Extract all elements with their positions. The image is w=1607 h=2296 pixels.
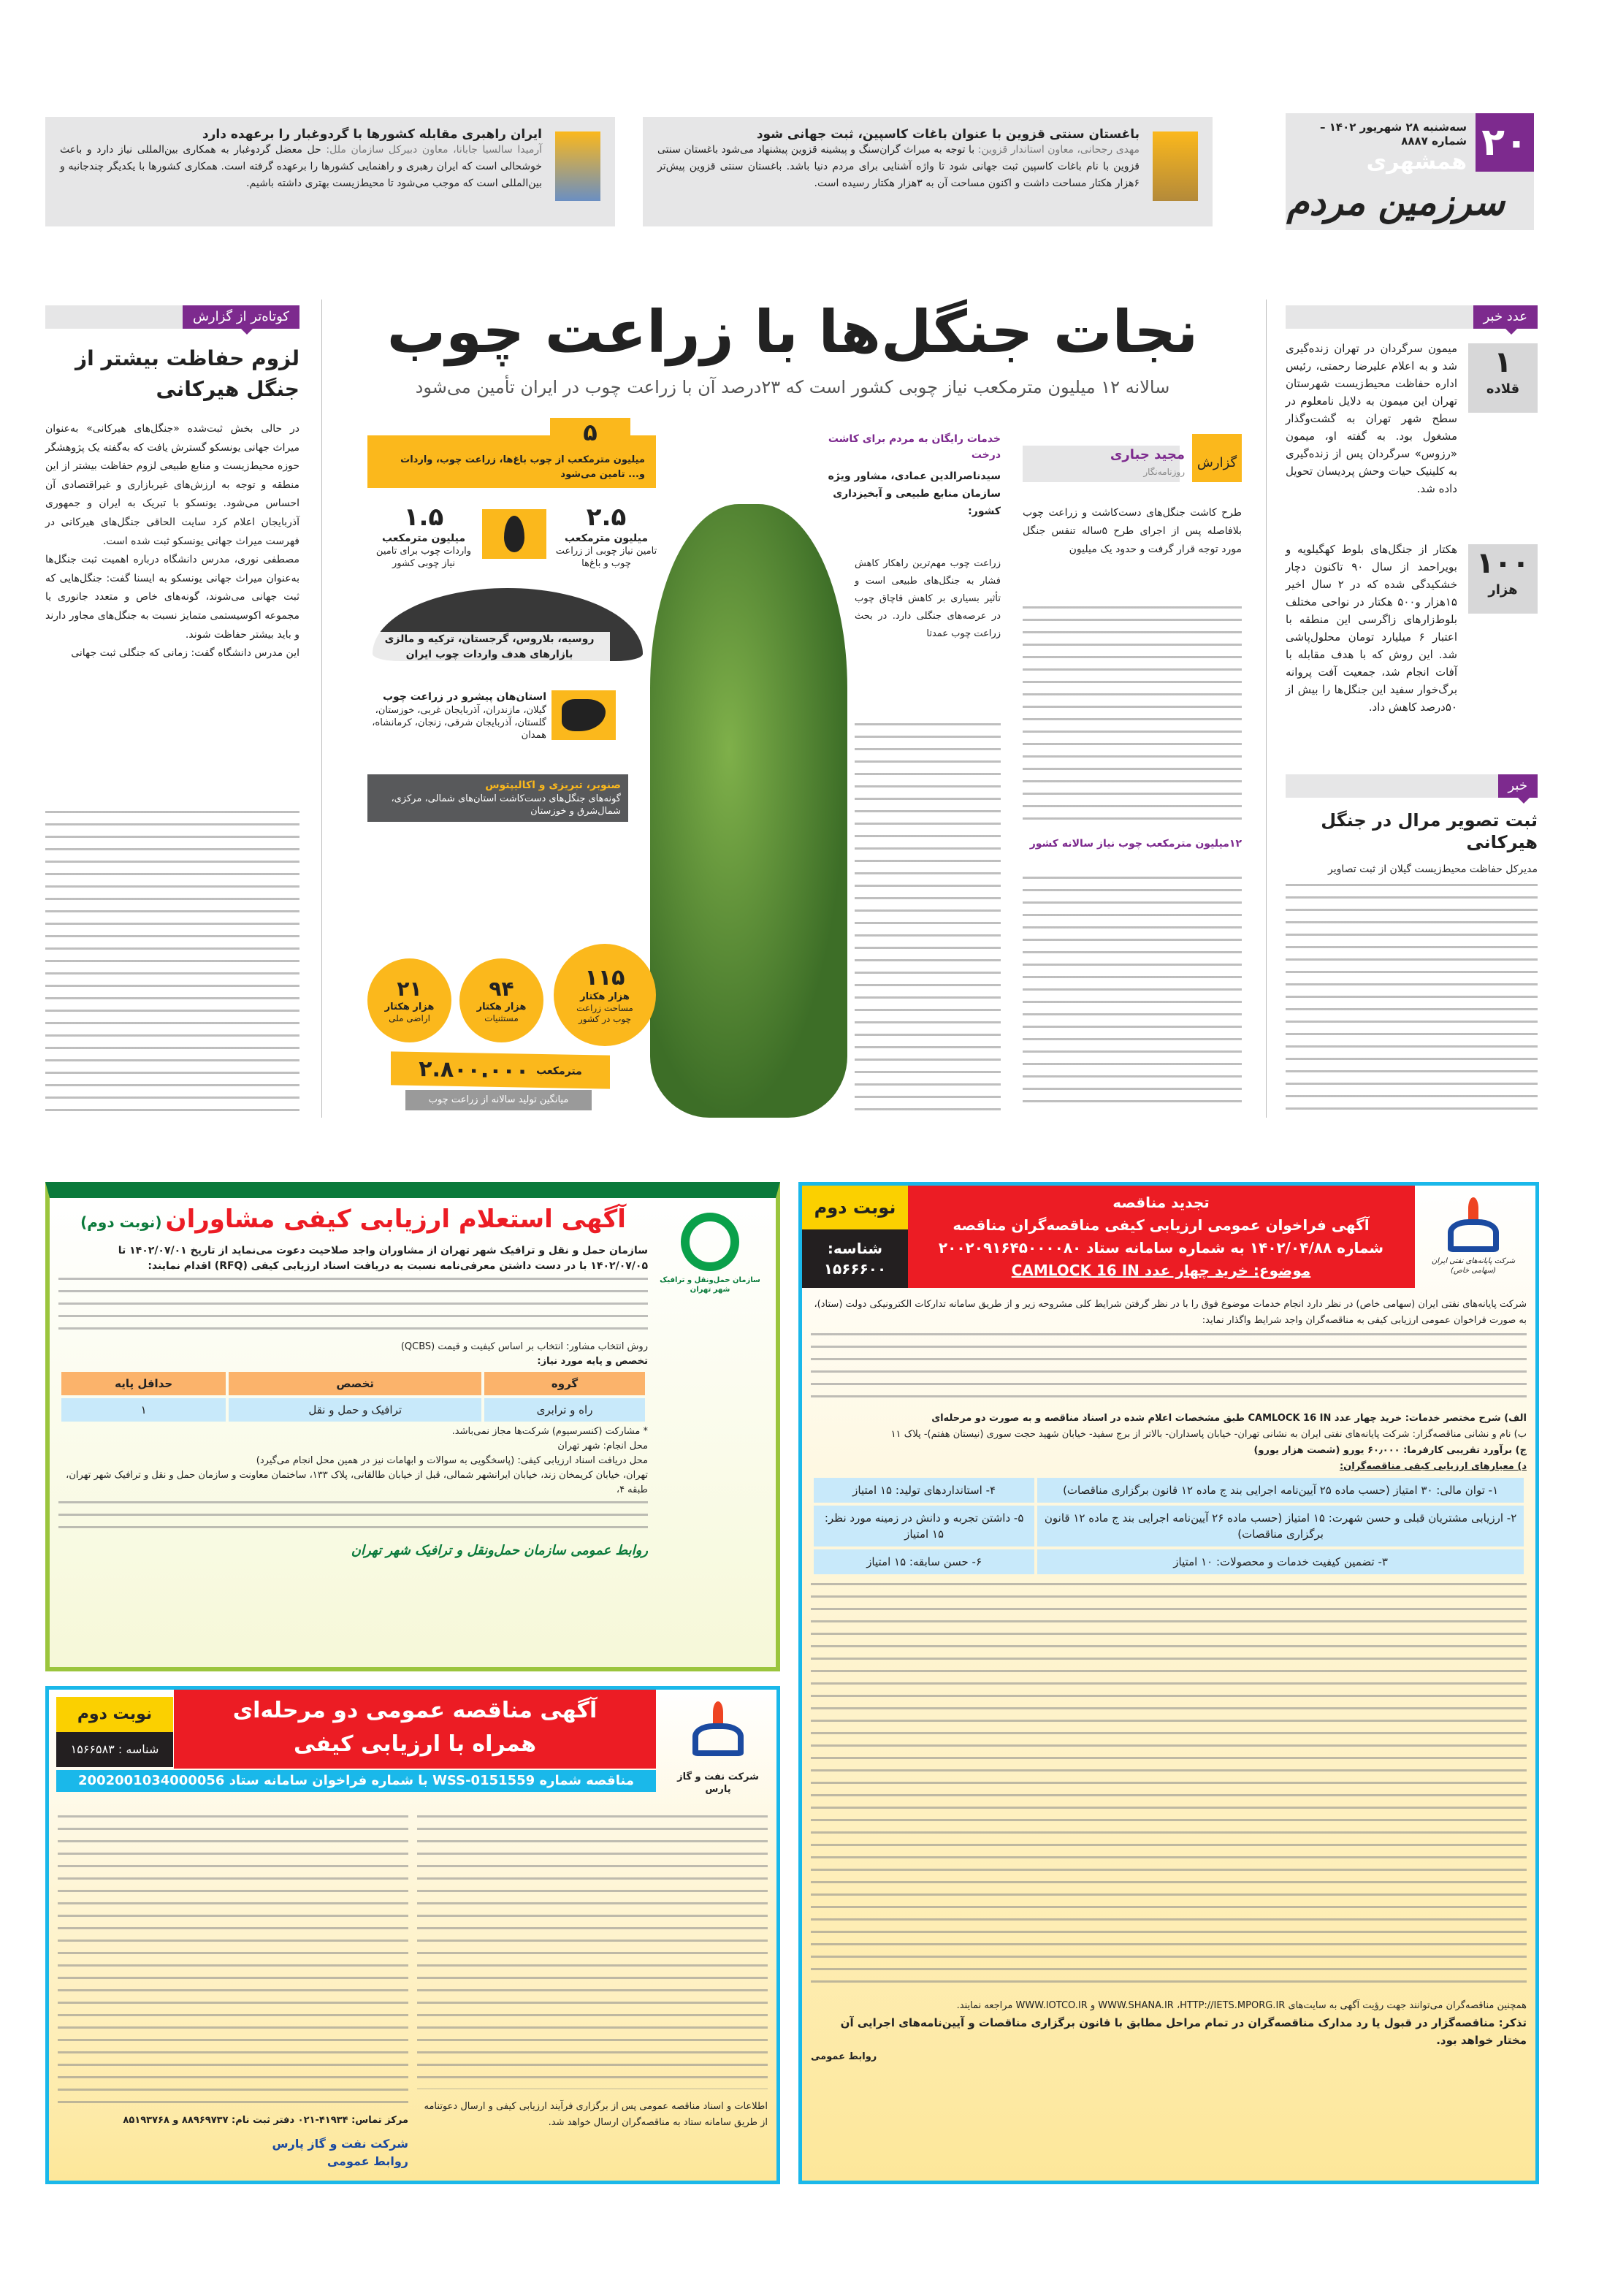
ad-oil-terminals <box>798 1182 1539 2184</box>
author-role: روزنامه‌نگار <box>1143 467 1185 477</box>
total-production-banner: مترمکعب ۲.۸۰۰.۰۰۰ <box>391 1051 610 1088</box>
ad-item: محل دریافت اسناد ارزیابی کیفی: (پاسخگویی به سوالات و ابهامات نیز در همین محل انجام می‌گیرد) <box>256 1455 648 1466</box>
ad-contact: مرکز تماس: ۴۱۹۳۴-۰۲۱ دفتر ثبت نام: ۸۸۹۶۹۷۳۷ و ۸۵۱۹۳۷۶۸ <box>123 2115 408 2126</box>
main-subtitle: سالانه ۱۲ میلیون مترمکعب نیاز چوبی کشور است که ۲۳درصد آن با زراعت چوب در ایران تأمین می‌شود <box>415 377 1170 397</box>
ad-item: تهران، خیابان کریمخان زند، خیابان ایرانشهر شمالی، قبل از خیابان طالقانی، پلاک ۱۳۳، ساختمان معاونت و سازمان حمل و نقل و ترافیک شهر تهران، طبقه ۴، <box>66 1470 648 1495</box>
ad-pars-oil-gas <box>45 1686 780 2184</box>
quote-body: حل معضل گردوغبار به همکاری بین‌المللی نیاز دارد و باعث خوشحالی است که ایران رهبری و راهنمایی کشورها را برعهده گرفته است. همکاری کشورها با یکدیگر چندجانبه و بین‌المللی است که موجب می‌شود تا محیط‌زیست بهتری داشته باشیم. <box>60 144 542 189</box>
ad-round: (نوبت دوم) <box>80 1213 162 1231</box>
side-title: خدمات رایگان به مردم برای کاشت درخت <box>828 433 1001 461</box>
quote-title: باغستان سنتی قزوین با عنوان باغات کاسپین، ثبت جهانی شود <box>756 127 1140 142</box>
ad-header-red: تجدید مناقصه آگهی فراخوان عمومی ارزیابی کیفی مناقصه‌گران مناقصه شماره ۱۴۰۲/۰۴/۸۸ به شماره سامانه ستاد ۲۰۰۲۰۹۱۶۴۵۰۰۰۰۸۰ موضوع: خرید چهار عدد CAMLOCK 16 IN <box>907 1186 1415 1288</box>
author-name: مجید جباری <box>1110 447 1185 462</box>
portrait-photo <box>555 131 600 201</box>
iran-map-icon <box>551 690 616 740</box>
markets-text: روسیه، بلاروس، گرجستان، ترکیه و مالزی بازارهای هدف واردات چوب ایران <box>369 632 610 663</box>
round-badge: نوبت دوم <box>56 1697 173 1732</box>
specialty-table: گروه تخصص حداقل پایه راه و ترابری ترافیک و حمل و نقل ۱ <box>58 1369 648 1424</box>
divider <box>321 300 322 1118</box>
news-body: مدیرکل حفاظت محیط‌زیست گیلان از ثبت تصاویر <box>1328 863 1538 875</box>
main-headline: نجات جنگل‌ها با زراعت چوب <box>386 298 1199 366</box>
ad-item: ب) نام و نشانی مناقصه‌گزار: شرکت پایانه‌های نفتی ایران به نشانی تهران- خیابان پاسداران- بالاتر از برج سفید- خیابان شهید حجت سوری (نیستان هفتم)- پلاک ۱۱ <box>890 1429 1527 1440</box>
quote-speaker: مهدی رجحانی، معاون استاندار قزوین: <box>977 144 1140 156</box>
ad-title: آگهی استعلام ارزیابی کیفی مشاوران <box>165 1205 626 1234</box>
stat-domestic: ۲.۵ میلیون مترمکعب تامین نیاز چوبی از زراعت چوب و باغ‌ها <box>555 503 657 569</box>
ad-body-end: اطلاعات و اسناد مناقصه عمومی پس از برگزاری فرآیند ارزیابی کیفی و ارسال دعوتنامه از طریق سامانه ستاد به مناقصه‌گران ارسال خواهد شد. <box>424 2101 768 2128</box>
ad-body-lines <box>417 1815 768 2089</box>
side-body-lines <box>855 723 1001 1110</box>
species-callout: صنوبر، تبریزی و اکالیپتوس گونه‌های جنگل‌های دست‌کاشت استان‌های شمالی، مرکزی، شمال‌شرق و خوزستان <box>367 774 628 822</box>
ad-item: تخصص و پایه مورد نیاز: <box>537 1356 648 1367</box>
quote-box-qazvin <box>643 117 1213 226</box>
ad-item: د) معیارهای ارزیابی کیفی مناقصه‌گران: <box>1339 1461 1527 1472</box>
side-lead: سیدناصرالدین عمادی، مشاور ویژه سازمان منابع طبیعی و آبخیزداری کشور: <box>828 470 1001 517</box>
section-label: گزارش <box>1192 434 1242 482</box>
ad-item: الف) شرح مختصر خدمات: خرید چهار عدد CAMLOCK 16 IN طبق مشخصات اعلام شده در اسناد مناقصه و به صورت دو مرحله‌ای <box>931 1413 1527 1424</box>
nioc-logo: شرکت پایانه‌های نفتی ایران (سهامی خاص) <box>1419 1193 1528 1288</box>
kicker-short-report: کوتاه‌تر از گزارش <box>45 305 299 329</box>
logo-faint: همشهری <box>1366 149 1467 175</box>
report-body-lines <box>1023 606 1242 825</box>
leaf-icon <box>482 509 546 559</box>
transport-logo: سازمان حمل‌ونقل و ترافیک شهر تهران <box>659 1213 761 1294</box>
report-body-lines <box>1023 877 1242 1110</box>
ad-footer: روابط عمومی سازمان حمل‌ونقل و ترافیک شهر تهران <box>351 1543 648 1558</box>
tender-number-banner: مناقصه شماره WSS-0151559 با شماره فراخوان سامانه ستاد 2002001034000056 <box>56 1770 656 1792</box>
ad-note: تذکر: مناقصه‌گزار در قبول یا رد مدارک مناقصه‌گران در تمام مراحل مطابق با قانون برگزاری مناقصات و آیین‌نامه‌های اجرایی آن مختار خواهد بود. <box>840 2016 1527 2047</box>
news-body-lines <box>1286 884 1538 1114</box>
quote-speaker: آرمیدا سالسیا جابانا، معاون دبیرکل سازمان ملل: <box>326 144 542 156</box>
circle-stat-exceptions: ۹۴ هزار هکتار مستثنیات <box>459 958 543 1042</box>
quote-body: با توجه به میراث گران‌سنگ و پیشینه قزوین پیشنهاد می‌شود باغستان سنتی قزوین با نام باغات کاسپین ثبت جهانی شود تا واژه آشنایی برای مردم دنیا باشد. باغستان سنتی قزوین پیش‌تر ۶هزار هکتار مساحت داشت و اکنون مساحت آن به ۳هزار هکتار رسیده است. <box>657 144 1140 189</box>
nioc-logo: شرکت نفت و گاز پارس <box>667 1697 769 1796</box>
side-title2: ۱۲میلیون مترمکعب چوب نیاز سالانه کشور <box>1029 838 1242 850</box>
ad-intro: شرکت پایانه‌های نفتی ایران (سهامی خاص) در نظر دارد انجام خدمات موضوع فوق را با در نظر گرفتن شرایط کلی مشروحه زیر و از طریق سامانه تدارکات الکترونیکی دولت (ستاد)، به صورت فراخوان عمومی ارزیابی کیفی به مناقصه‌گران واجد شرایط واگذار نماید: <box>814 1299 1527 1326</box>
info-top-callout <box>367 419 656 488</box>
news-title: ثبت تصویر مرال در جنگل هیرکانی <box>1321 810 1538 853</box>
total-production-caption: میانگین تولید سالانه از زراعت چوب <box>405 1090 592 1110</box>
ad-item: ج) برآورد تقریبی کارفرما: ۶۰٫۰۰۰ یورو (شصت هزار یورو) <box>1253 1445 1527 1456</box>
circle-stat-national-lands: ۲۱ هزار هکتار اراضی ملی <box>367 958 451 1042</box>
logo: سرزمین مردم <box>1286 181 1505 224</box>
ad-signature: شرکت نفت و گاز پارس روابط عمومی <box>272 2137 408 2168</box>
provinces-block: استان‌هان پیشرو در زراعت چوب گیلان، مازندران، آذربایجان غربی، خوزستان، گلستان، آذربایجان شرقی، زنجان، کرمانشاه، همدان <box>372 691 546 741</box>
page-number: ۲۰ <box>1476 113 1534 172</box>
side-body: زراعت چوب مهم‌ترین راهکار کاهش فشار به جنگل‌های طبیعی است و تأثیر بسیاری بر کاهش قاچاق چوب در عرصه‌های جنگلی دارد. در بحث زراعت چوب عمدتا <box>855 558 1001 639</box>
number-news-text: میمون سرگردان در تهران زنده‌گیری شد و به اعلام علیرضا رحمتی، رئیس اداره حفاظت محیط‌زیست شهرستان تهران این میمون به دلایل نامعلوم در سطح شهر تهران به گشت‌وگذار مشغول بود. به گفته او، میمون «رزوس» سرگردان پس از زنده‌گیری به کلینیک حیات وحش پردیسان تحویل داده شد. <box>1286 342 1457 495</box>
number-box: ۱۰۰ هزار <box>1468 544 1538 614</box>
round-badge: نوبت دوم <box>802 1186 908 1229</box>
kicker-number-news: عدد خبر <box>1286 305 1538 329</box>
ad-id: شناسه: ۱۵۶۶۶۰۰ <box>802 1229 908 1288</box>
number-box: ۱ قلاده <box>1468 343 1538 413</box>
circle-stat-total-area: ۱۱۵ هزار هکتار مساحت زراعت چوب در کشور <box>554 944 656 1046</box>
report-body: طرح کاشت جنگل‌های دست‌کاشت و زراعت چوب بلافاصله پس از اجرای طرح ۵ساله تنفس جنگل مورد توجه قرار گرفت و حدود یک میلیون <box>1023 507 1242 555</box>
left-body-lines <box>45 811 299 1114</box>
left-body: در حالی بخش ثبت‌شده «جنگل‌های هیرکانی» به‌عنوان میراث جهانی یونسکو گسترش یافت که به‌گفته یک پژوهشگر حوزه محیط‌زیست و منابع طبیعی لزوم حفاظت بیشتر از این منطقه و توجه به ارزش‌های غیربازاری و غیراقتصادی آن احساس می‌شود. یونسکو با تبریک به ایران و جمهوری آذربایجان اعلام کرد سایت الحاقی جنگل‌های هیرکانی در فهرست میراث جهانی یونسکو ثبت شده است. مصطفی نوری، مدرس دانشگاه درباره اهمیت ثبت جنگل‌ها به‌عنوان میراث جهانی یونسکو به ایسنا گفت: جنگل‌هایی که ثبت جهانی می‌شوند، گونه‌های خاص و متعدد جانوری یا مجموعه اکوسیستمی متمایز نسبت به جنگل‌های مجاور دارند و باید بیشتر حفاظت شوند. این مدرس دانشگاه گفت: زمانی که جنگلی ثبت جهانی <box>45 423 299 660</box>
ad-websites: همچنین مناقصه‌گران می‌توانند جهت رؤیت آگهی به سایت‌های WWW.SHANA.IR ،HTTP://IETS.MPORG.IR و WWW.IOTCO.IR مراجعه نمایند. <box>956 2000 1527 2011</box>
divider <box>1266 300 1267 1118</box>
ad-note: * مشارکت (کنسرسیوم) شرکت‌ها مجاز نمی‌باشد. <box>451 1426 648 1437</box>
info-top-text: میلیون مترمکعب از چوب باغ‌ها، زراعت چوب، واردات و... تامین می‌شود <box>400 454 645 480</box>
quote-box-dust <box>45 117 615 226</box>
masthead <box>1286 113 1534 230</box>
issue-date: سه‌شنبه ۲۸ شهریور ۱۴۰۲ – شماره ۸۸۸۷ <box>1320 121 1467 148</box>
portrait-photo <box>1153 131 1198 201</box>
ad-id: شناسه : ۱۵۶۶۵۸۳ <box>56 1732 173 1767</box>
kicker-news: خبر <box>1286 774 1538 798</box>
info-top-value: ۵ <box>550 418 630 447</box>
ad-item: روش انتخاب مشاور: انتخاب بر اساس کیفیت و قیمت (QCBS) <box>400 1341 648 1352</box>
ad-signature: روابط عمومی <box>811 2051 877 2062</box>
ad-intro: سازمان حمل و نقل و ترافیک شهر تهران از مشاوران واجد صلاحیت دعوت می‌نماید از تاریخ ۱۴۰۲/۰۷/۰۱ تا ۱۴۰۲/۰۷/۰۵ با در دست داشتن معرفی‌نامه نسبت به دریافت اسناد ارزیابی کیفی (RFQ) اقدام نمایند: <box>118 1245 648 1272</box>
number-news-text: هکتار از جنگل‌های بلوط کهگیلویه و بویراحمد از سال ۹۰ تاکنون دچار خشکیدگی شده که در ۲ سال اخیر ۱۵هزار و۵۰۰ هکتار در نواحی مختلف بلوط‌زارهای زاگرسی این منطقه با اعتبار ۶ میلیارد تومان محلول‌پاشی شد. این روش که با هدف مقابله با آفات انجام شد، جمعیت آفت پروانه برگ‌خوار سفید این جنگل‌ها را بیش از ۵۰درصد کاهش داد. <box>1286 543 1457 714</box>
stat-imports: ۱.۵ میلیون مترمکعب واردات چوب برای تامین نیاز چوبی کشور <box>375 503 472 569</box>
ad-header-red: آگهی مناقصه عمومی دو مرحله‌ای همراه با ارزیابی کیفی <box>174 1690 656 1769</box>
byline <box>1023 434 1242 482</box>
left-title: لزوم حفاظت بیشتر از جنگل هیرکانی <box>75 346 299 401</box>
poplar-tree-image <box>650 504 847 1118</box>
ad-item: محل انجام: شهر تهران <box>557 1441 648 1452</box>
criteria-table: ۱- توان مالی: ۳۰ امتیاز (حسب ماده ۲۵ آیین‌نامه اجرایی بند ج ماده ۱۲ قانون برگزاری مناقصات) ۴- استانداردهای تولید: ۱۵ امتیاز ۲- ارزیابی مشتریان قبلی و حسن شهرت: ۱۵ امتیاز (حسب ماده ۲۶ آیین‌نامه اجرایی بند ج ماده ۱۲ قانون برگزاری مناقصات) ۵- داشتن تجربه و دانش در زمینه مورد نظر: ۱۵ امتیاز ۳- تضمین کیفیت خدمات و محصولات: ۱۰ امتیاز ۶- حسن سابقه: ۱۵ امتیاز <box>811 1475 1527 1577</box>
ad-body-lines <box>58 1815 408 2104</box>
ad-transport <box>45 1182 780 1671</box>
quote-title: ایران راهبری مقابله کشورها با گردوغبار را برعهده دارد <box>202 127 542 142</box>
